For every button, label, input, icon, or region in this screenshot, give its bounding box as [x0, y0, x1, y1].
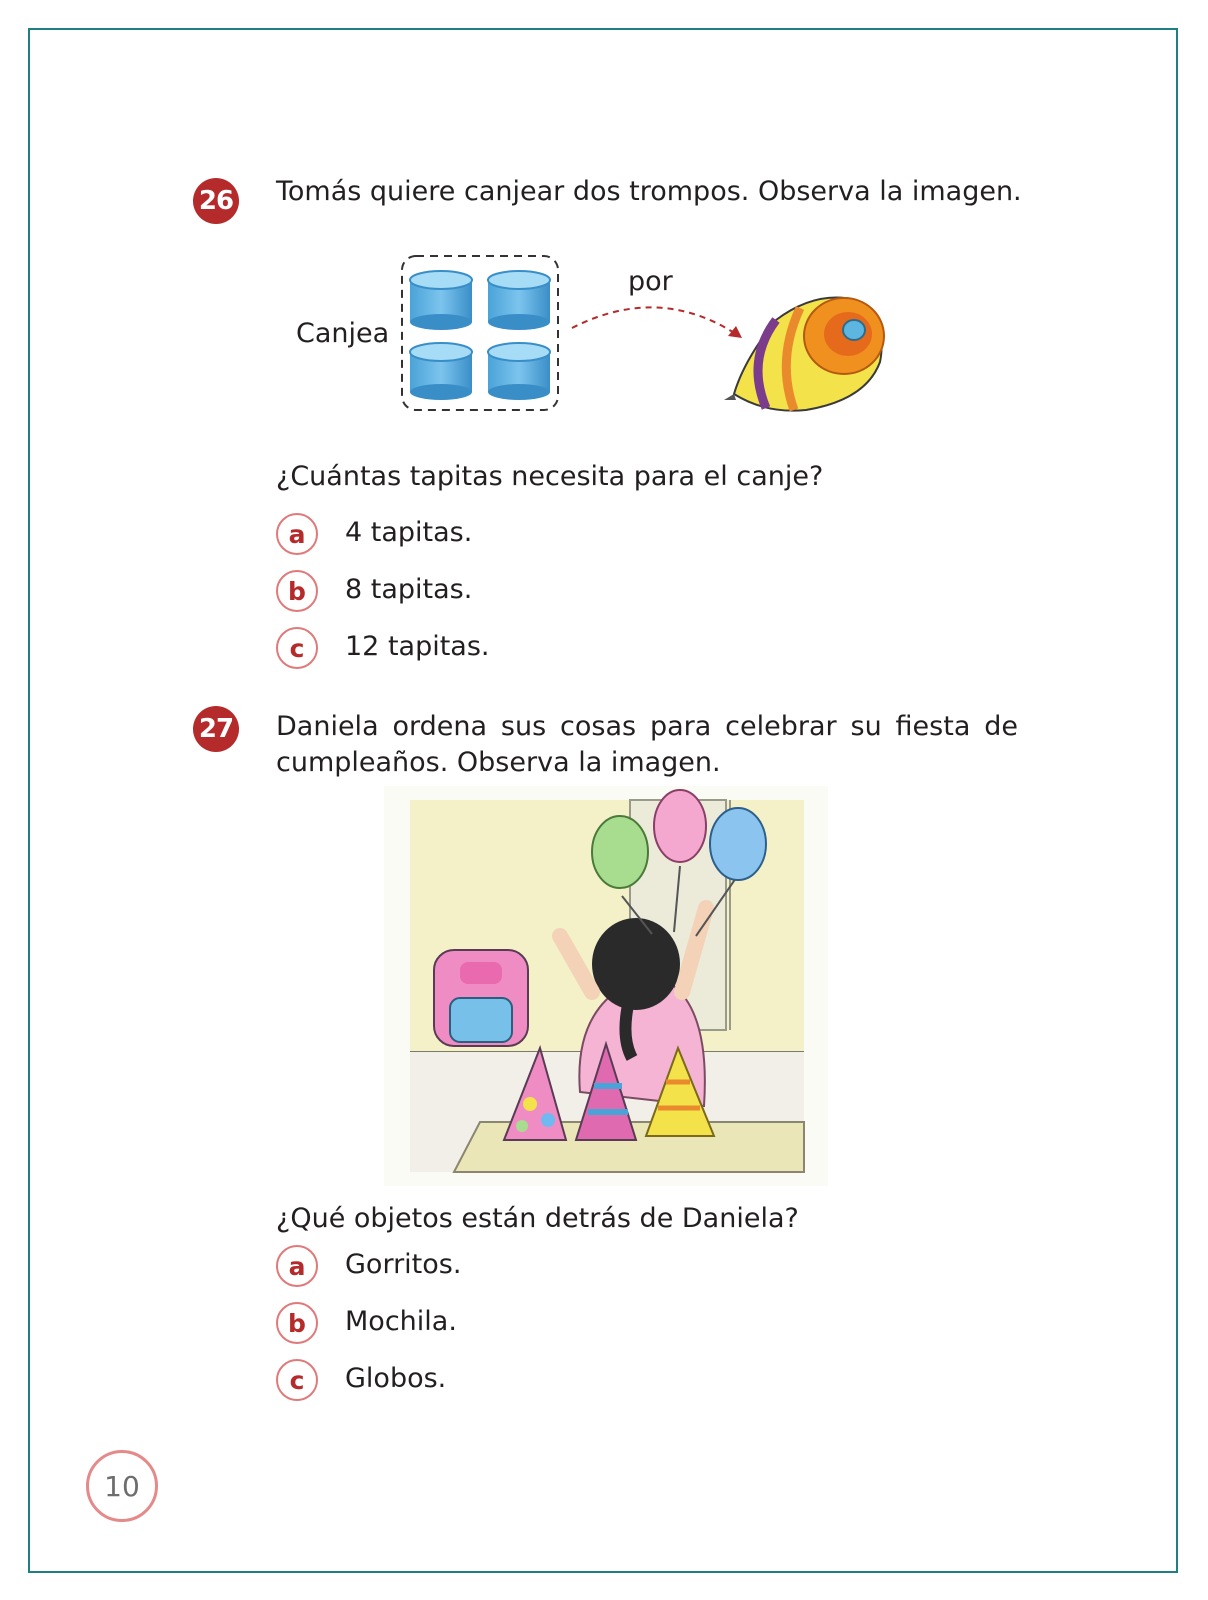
- option-c-text: 12 tapitas.: [345, 631, 490, 662]
- question-26-prompt: Tomás quiere canjear dos trompos. Observa la imagen.: [276, 176, 1022, 207]
- option-c-text: Globos.: [345, 1363, 447, 1394]
- spinning-top-illustration: [724, 298, 884, 411]
- option-a-text: 4 tapitas.: [345, 517, 473, 548]
- exchange-arrow-label: por: [628, 266, 673, 297]
- party-hats-illustration: [504, 1044, 714, 1140]
- option-c-badge[interactable]: c: [276, 627, 318, 669]
- option-c-badge[interactable]: c: [276, 1359, 318, 1401]
- bottle-cap: [488, 343, 550, 400]
- option-b-badge[interactable]: b: [276, 1302, 318, 1344]
- bottle-cap: [488, 271, 550, 330]
- exchange-left-label: Canjea: [296, 318, 390, 349]
- page-number: 10: [86, 1450, 158, 1522]
- question-27-prompt-line1: Daniela ordena sus cosas para celebrar su fiesta de: [276, 711, 1018, 742]
- option-a-text: Gorritos.: [345, 1249, 462, 1280]
- arrow-head: [728, 326, 742, 338]
- bottle-cap: [410, 343, 472, 400]
- option-b-text: 8 tapitas.: [345, 574, 473, 605]
- option-a-badge[interactable]: a: [276, 513, 318, 555]
- backpack-illustration: [434, 950, 528, 1046]
- option-b-badge[interactable]: b: [276, 570, 318, 612]
- question-26-number: 26: [193, 178, 239, 224]
- question-27-number: 27: [193, 706, 239, 752]
- dashed-arrow: [572, 307, 736, 334]
- bottle-caps-exchange-illustration: [396, 250, 916, 450]
- birthday-party-illustration: [384, 786, 828, 1186]
- question-27-prompt-line2: cumpleaños. Observa la imagen.: [276, 747, 721, 778]
- question-27-question: ¿Qué objetos están detrás de Daniela?: [276, 1203, 799, 1234]
- bottle-cap: [410, 271, 472, 330]
- option-a-badge[interactable]: a: [276, 1245, 318, 1287]
- question-26-question: ¿Cuántas tapitas necesita para el canje?: [276, 461, 824, 492]
- option-b-text: Mochila.: [345, 1306, 457, 1337]
